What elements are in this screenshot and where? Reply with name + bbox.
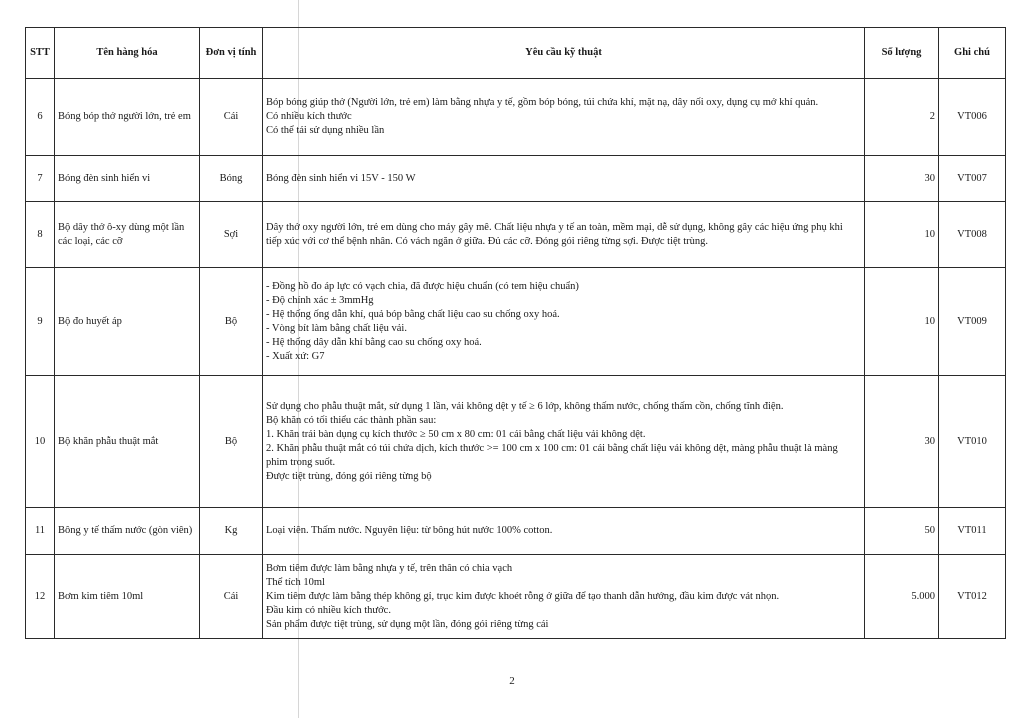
row-unit: Cái: [200, 555, 263, 639]
header-name: Tên hàng hóa: [55, 28, 200, 79]
row-stt: 12: [26, 555, 55, 639]
requirement-line: 1. Khăn trải bàn dụng cụ kích thước ≥ 50 cm x 80 cm: 01 cái bằng chất liệu vải không dệt.: [266, 428, 646, 440]
requirement-line: Bóp bóng giúp thở (Người lớn, trẻ em) làm bằng nhựa y tế, gồm bóp bóng, túi chứa khí, mặt nạ, dây nối oxy, dụng cụ mở khí quản.: [266, 97, 819, 108]
row-requirements: [263, 156, 865, 202]
requirement-line: Thể tích 10ml: [266, 576, 325, 588]
requirement-line: Bộ khăn có tối thiểu các thành phần sau:: [266, 414, 437, 426]
row-requirements: [263, 79, 865, 156]
table-row: [26, 268, 1006, 376]
table-row: [26, 376, 1006, 508]
requirement-line: 2. Khăn phẫu thuật mắt có túi chứa dịch, kích thước >= 100 cm x 100 cm: 01 cái bằng chất liệu vải không dệt, màng phẫu thuật là màng phim trong suốt.: [266, 442, 838, 468]
requirement-line: Đầu kim có nhiều kích thước.: [266, 604, 391, 616]
row-note: VT012: [939, 555, 1006, 639]
row-requirements: [263, 555, 865, 639]
row-unit: Kg: [200, 508, 263, 555]
row-item-name: Bóng bóp thở người lớn, trẻ em: [55, 79, 200, 156]
requirement-line: - Đồng hồ đo áp lực có vạch chia, đã được hiệu chuẩn (có tem hiệu chuẩn): [266, 280, 579, 292]
requirement-line: Có thể tái sử dụng nhiều lần: [266, 125, 385, 136]
row-stt: 7: [26, 156, 55, 202]
row-item-name: Bộ khăn phẫu thuật mắt: [55, 376, 200, 508]
row-note: VT009: [939, 268, 1006, 376]
row-stt: 11: [26, 508, 55, 555]
row-item-name: Bộ đo huyết áp: [55, 268, 200, 376]
technical-spec-table: [25, 27, 1006, 639]
header-requirements: Yêu cầu kỹ thuật: [263, 28, 865, 79]
row-stt: 8: [26, 202, 55, 268]
row-quantity: 30: [865, 376, 939, 508]
header-unit: Đơn vị tính: [200, 28, 263, 79]
row-requirements: [263, 202, 865, 268]
requirement-line: - Xuất xứ: G7: [266, 350, 325, 362]
requirement-line: Có nhiều kích thước: [266, 111, 352, 122]
row-requirements: [263, 376, 865, 508]
row-quantity: 30: [865, 156, 939, 202]
requirement-line: Dây thở oxy người lớn, trẻ em dùng cho máy gây mê. Chất liệu nhựa y tế an toàn, mềm mại, dễ sử dụng, không gây các hiệu ứng phụ khi tiếp xúc với cơ thể bệnh nhân. Có vách ngăn ở giữa. Đủ các cỡ. Đóng gói riêng từng sợi. Được tiệt trùng.: [266, 221, 843, 247]
table-row: [26, 508, 1006, 555]
table-row: [26, 555, 1006, 639]
row-note: VT007: [939, 156, 1006, 202]
row-item-name: Bộ dây thở ô-xy dùng một lần các loại, các cỡ: [55, 202, 200, 268]
requirement-line: - Hệ thống dây dẫn khí bằng cao su chống oxy hoá.: [266, 336, 482, 348]
table-row: [26, 202, 1006, 268]
requirement-line: - Hệ thống ống dẫn khí, quả bóp bằng chất liệu cao su chống oxy hoá.: [266, 308, 560, 320]
requirement-line: Bơm tiêm được làm bằng nhựa y tế, trên thân có chia vạch: [266, 562, 513, 574]
row-quantity: 5.000: [865, 555, 939, 639]
row-unit: Bộ: [200, 268, 263, 376]
requirement-line: Loại viên. Thấm nước. Nguyên liệu: từ bông hút nước 100% cotton.: [266, 525, 553, 536]
row-unit: Bóng: [200, 156, 263, 202]
header-quantity: Số lượng: [865, 28, 939, 79]
requirement-line: - Độ chính xác ± 3mmHg: [266, 294, 374, 306]
row-note: VT008: [939, 202, 1006, 268]
row-stt: 6: [26, 79, 55, 156]
table-row: [26, 156, 1006, 202]
row-quantity: 10: [865, 268, 939, 376]
row-note: VT011: [939, 508, 1006, 555]
requirement-line: Bóng đèn sinh hiển vi 15V - 150 W: [266, 172, 416, 184]
header-stt: STT: [26, 28, 55, 79]
row-unit: Bộ: [200, 376, 263, 508]
row-requirements: [263, 268, 865, 376]
table-header-row: [26, 28, 1006, 79]
requirement-line: Sản phẩm được tiệt trùng, sử dụng một lần, đóng gói riêng từng cái: [266, 618, 549, 630]
header-note: Ghi chú: [939, 28, 1006, 79]
row-unit: Sợi: [200, 202, 263, 268]
requirement-line: - Vòng bít làm bằng chất liệu vải.: [266, 322, 407, 334]
table-row: [26, 79, 1006, 156]
requirement-line: Kim tiêm được làm bằng thép không gỉ, trục kim được khoét rỗng ở giữa để tạo thanh dẫn hướng, đầu kim được vát nhọn.: [266, 590, 780, 602]
row-quantity: 2: [865, 79, 939, 156]
row-unit: Cái: [200, 79, 263, 156]
page-number: 2: [509, 675, 515, 687]
row-stt: 9: [26, 268, 55, 376]
requirement-line: Sử dụng cho phẫu thuật mắt, sử dụng 1 lần, vải không dệt y tế ≥ 6 lớp, không thấm nước, chống thấm cồn, chống tĩnh điện.: [266, 400, 784, 412]
row-stt: 10: [26, 376, 55, 508]
requirement-line: Được tiệt trùng, đóng gói riêng từng bộ: [266, 470, 432, 482]
row-note: VT006: [939, 79, 1006, 156]
row-requirements: [263, 508, 865, 555]
row-quantity: 50: [865, 508, 939, 555]
row-item-name: Bông y tế thấm nước (gòn viên): [55, 508, 200, 555]
row-item-name: Bóng đèn sinh hiển vi: [55, 156, 200, 202]
row-quantity: 10: [865, 202, 939, 268]
row-item-name: Bơm kim tiêm 10ml: [55, 555, 200, 639]
row-note: VT010: [939, 376, 1006, 508]
